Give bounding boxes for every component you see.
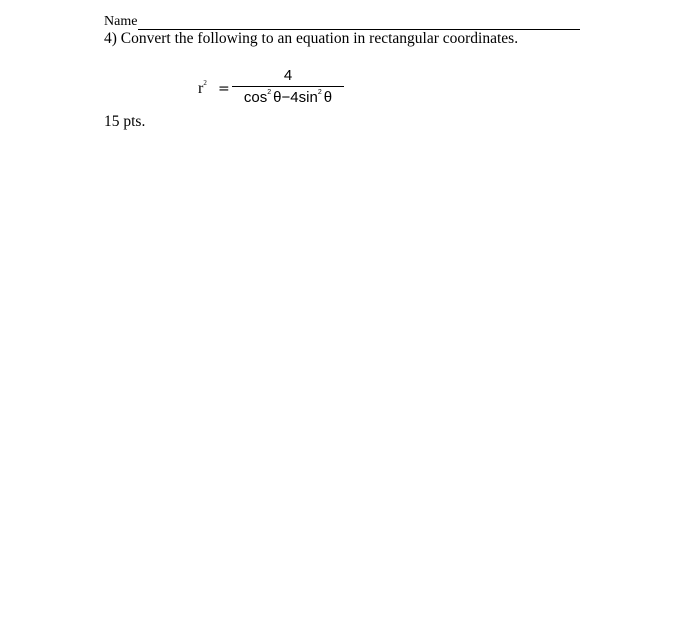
den-minus: − — [281, 89, 291, 106]
name-label: Name — [104, 14, 138, 29]
name-underline[interactable] — [138, 16, 580, 30]
question-text: 4) Convert the following to an equation in rectangular coordinates. — [104, 30, 519, 47]
lhs-variable: r — [198, 80, 204, 97]
fraction — [232, 66, 344, 109]
den-coefficient: 4 — [290, 89, 299, 106]
den-cos-exponent: 2 — [267, 89, 272, 96]
den-cos: cos — [243, 89, 268, 106]
points-label: 15 pts. — [104, 113, 146, 130]
den-sin-exponent: 2 — [317, 89, 322, 96]
equation-lhs — [198, 80, 207, 98]
lhs-exponent: 2 — [203, 79, 207, 87]
den-sin: sin — [298, 89, 318, 106]
name-field-row — [104, 12, 580, 30]
polar-equation — [198, 66, 358, 120]
equals-sign: = — [218, 81, 230, 97]
den-theta-2: θ — [323, 89, 333, 106]
fraction-numerator: 4 — [283, 67, 293, 84]
fraction-denominator — [232, 87, 344, 109]
den-theta-1: θ — [273, 89, 282, 106]
